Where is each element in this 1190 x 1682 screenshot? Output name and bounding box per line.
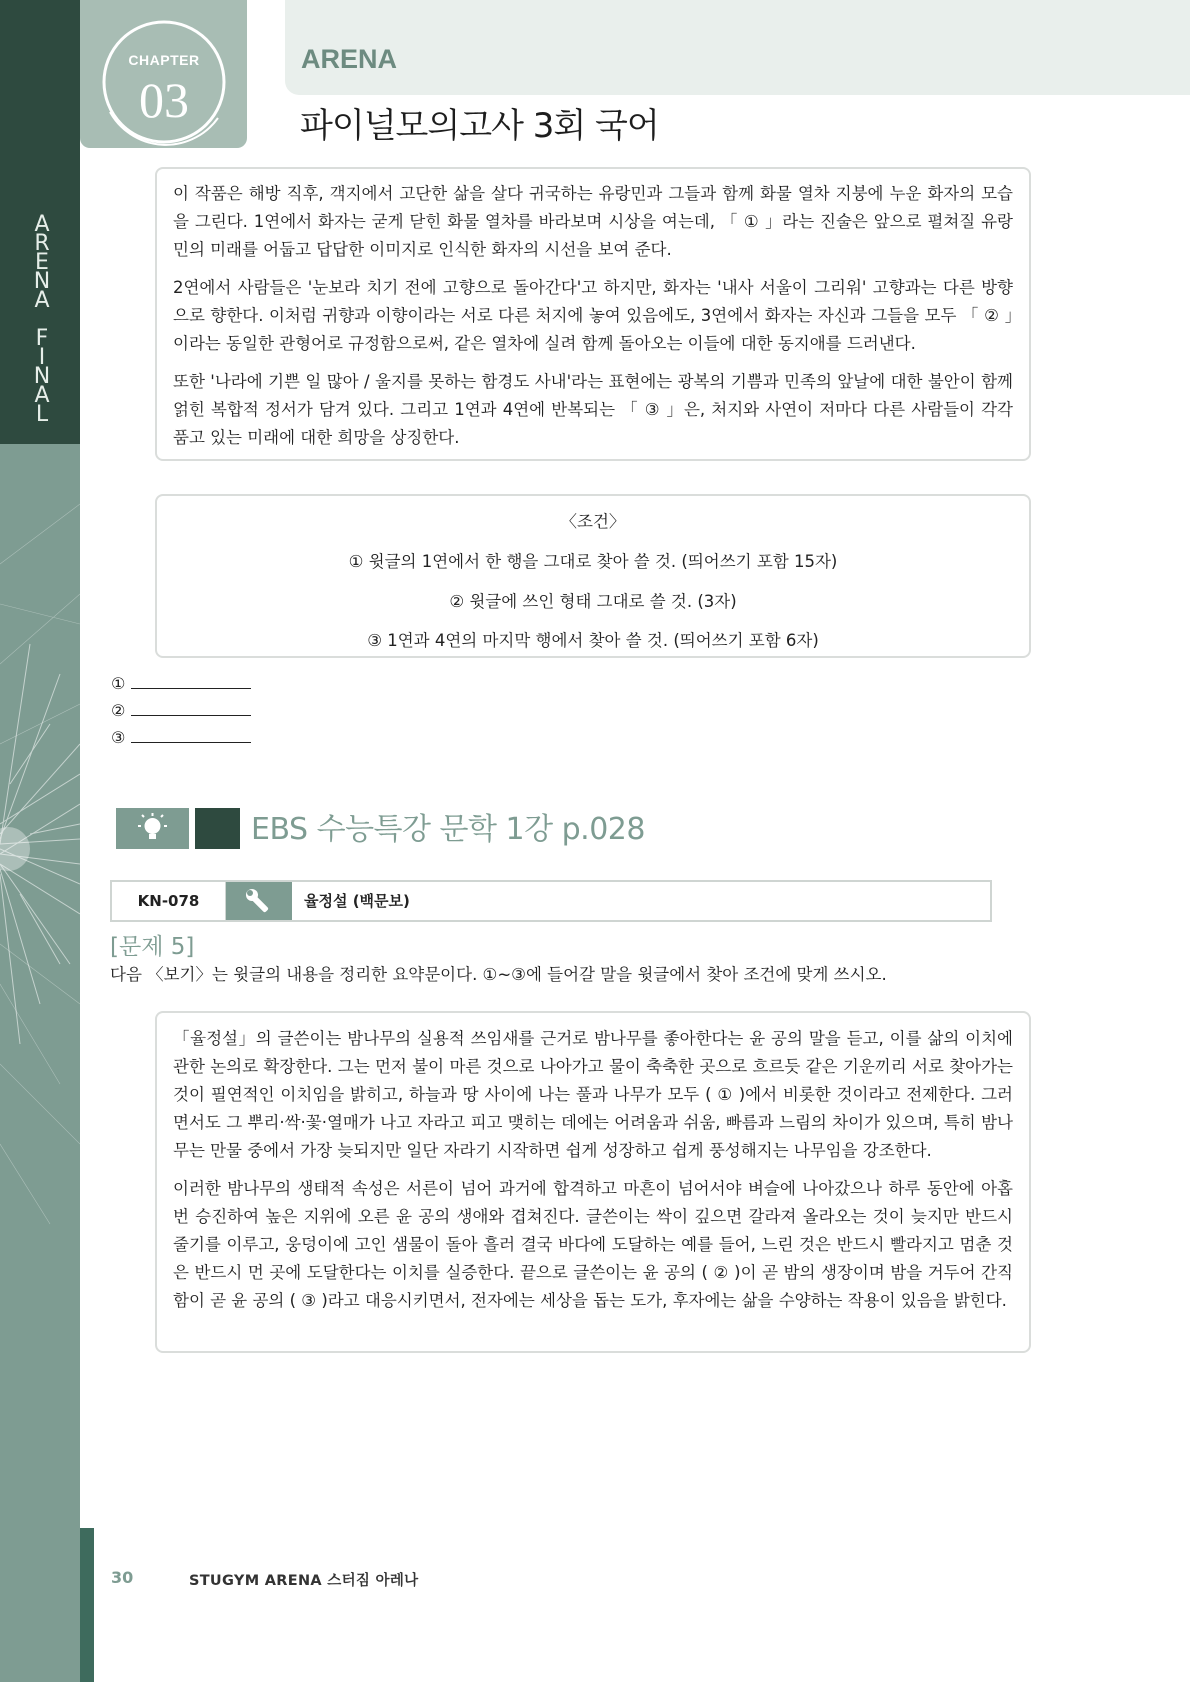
series-name: ARENA (301, 44, 398, 74)
answer-row (111, 728, 251, 747)
bogi-paragraph: 이러한 밤나무의 생태적 속성은 서른이 넘어 과거에 합격하고 마흔이 넘어서야 벼슬에 나아갔으나 하루 동안에 아홉 번 승진하여 높은 지위에 오른 윤 공의 생애와 겹쳐진다. 글쓴이는 싹이 깊으면 갈라져 올라오는 것이 늦지만 반드시 줄기를 이루고, 웅덩이에 고인 샘물이 돌아 흘러 결국 바다에 도달하는 예를 들어, 느린 것은 반드시 빨라지고 멈춘 것은 반드시 먼 곳에 도달한다는 이치를 실증한다. 끝으로 글쓴이는 윤 공의 ( ② )이 곧 밤의 생장이며 밤을 거두어 간직함이 곧 윤 공의 ( ③ )라고 대응시키면서, 전자에는 세상을 돕는 도가, 후자에는 삶을 수양하는 작용이 있음을 밝힌다. (173, 1179, 1013, 1310)
side-band-photo (0, 444, 80, 1682)
summary-paragraph: 2연에서 사람들은 '눈보라 치기 전에 고향으로 돌아간다'고 하지만, 화자는 '내사 서울이 그리워' 고향과는 다른 방향으로 향한다. 이처럼 귀향과 이향이라는 서로 다른 처지에 놓여 있음에도, 3연에서 화자는 자신과 그들을 모두 「 ② 」이라는 동일한 관형어로 규정함으로써, 같은 열차에 실려 함께 돌아오는 이들에 대한 동지애를 드러낸다. (173, 278, 1013, 353)
page-title: 파이널모의고사 3회 국어 (300, 106, 659, 146)
summary-paragraph: 이 작품은 해방 직후, 객지에서 고단한 삶을 살다 귀국하는 유랑민과 그들과 함께 화물 열차 지붕에 누운 화자의 모습을 그린다. 1연에서 화자는 굳게 닫힌 화물 열차를 바라보며 시상을 여는데, 「 ① 」라는 진술은 앞으로 펼쳐질 유랑민의 미래를 어둡고 답답한 이미지로 인식한 화자의 시선을 보여 준다. (173, 184, 1013, 259)
conditions-box (155, 494, 1031, 658)
burst-decoration (0, 444, 80, 1682)
work-title: 율정설 (백문보) (304, 892, 410, 910)
bogi-box (155, 1011, 1031, 1353)
answer-blank[interactable] (131, 703, 251, 716)
answer-marker: ② (111, 701, 126, 720)
lightbulb-icon (116, 808, 189, 849)
wrench-badge (226, 882, 292, 920)
footer-brand: STUGYM ARENA 스터짐 아레나 (189, 1573, 419, 1589)
summary-box (155, 167, 1031, 461)
condition-item: ③ 1연과 4연의 마지막 행에서 찾아 쓸 것. (띄어쓰기 포함 6자) (367, 631, 819, 650)
question-prompt: 다음 〈보기〉는 윗글의 내용을 정리한 요약문이다. ①~③에 들어갈 말을 윗글에서 찾아 조건에 맞게 쓰시오. (110, 965, 887, 984)
side-band-accent (80, 1528, 94, 1682)
answer-marker: ③ (111, 728, 126, 747)
conditions-heading: 〈조건〉 (560, 512, 626, 531)
answer-marker: ① (111, 674, 126, 693)
source-table (110, 880, 992, 922)
vertical-label: A R E N A F I N A L (33, 212, 51, 427)
header-bar (285, 0, 1190, 95)
section-marker (195, 808, 240, 849)
answer-blank[interactable] (131, 730, 251, 743)
answer-blank[interactable] (131, 676, 251, 689)
condition-item: ① 윗글의 1연에서 한 행을 그대로 찾아 쓸 것. (띄어쓰기 포함 15자) (348, 552, 838, 571)
condition-item: ② 윗글에 쓰인 형태 그대로 쓸 것. (3자) (449, 592, 737, 611)
chapter-label: CHAPTER (128, 52, 200, 68)
page-number: 30 (111, 1568, 134, 1587)
bogi-paragraph: 「율정설」의 글쓴이는 밤나무의 실용적 쓰임새를 근거로 밤나무를 좋아한다는 윤 공의 말을 듣고, 이를 삶의 이치에 관한 논의로 확장한다. 그는 먼저 불이 마른 것으로 나아가고 물이 축축한 곳으로 흐르듯 같은 기운끼리 서로 찾아가는 것이 필연적인 이치임을 밝히고, 하늘과 땅 사이에 나는 풀과 나무가 모두 ( ① )에서 비롯한 것이라고 전제한다. 그러면서도 그 뿌리·싹·꽃·열매가 나고 자라고 피고 맺히는 데에는 어려움과 쉬움, 빠름과 느림의 차이가 있으며, 특히 밤나무는 만물 중에서 가장 늦되지만 일단 자라기 시작하면 쉽게 성장하고 쉽게 풍성해지는 나무임을 강조한다. (173, 1029, 1013, 1160)
question-label: [문제 5] (110, 934, 195, 960)
answer-row (111, 674, 251, 693)
source-code: KN-078 (112, 882, 227, 920)
lightbulb-badge (116, 808, 189, 849)
section-title: EBS 수능특강 문학 1강 p.028 (251, 812, 645, 847)
chapter-number: 03 (139, 72, 189, 128)
answer-row (111, 701, 251, 720)
wrench-icon (226, 882, 292, 920)
summary-paragraph: 또한 '나라에 기쁜 일 많아 / 울지를 못하는 함경도 사내'라는 표현에는 광복의 기쁨과 민족의 앞날에 대한 불안이 함께 얽힌 복합적 정서가 담겨 있다. 그리고 1연과 4연에 반복되는 「 ③ 」은, 처지와 사연이 저마다 다른 사람들이 각각 품고 있는 미래에 대한 희망을 상징한다. (173, 372, 1013, 447)
